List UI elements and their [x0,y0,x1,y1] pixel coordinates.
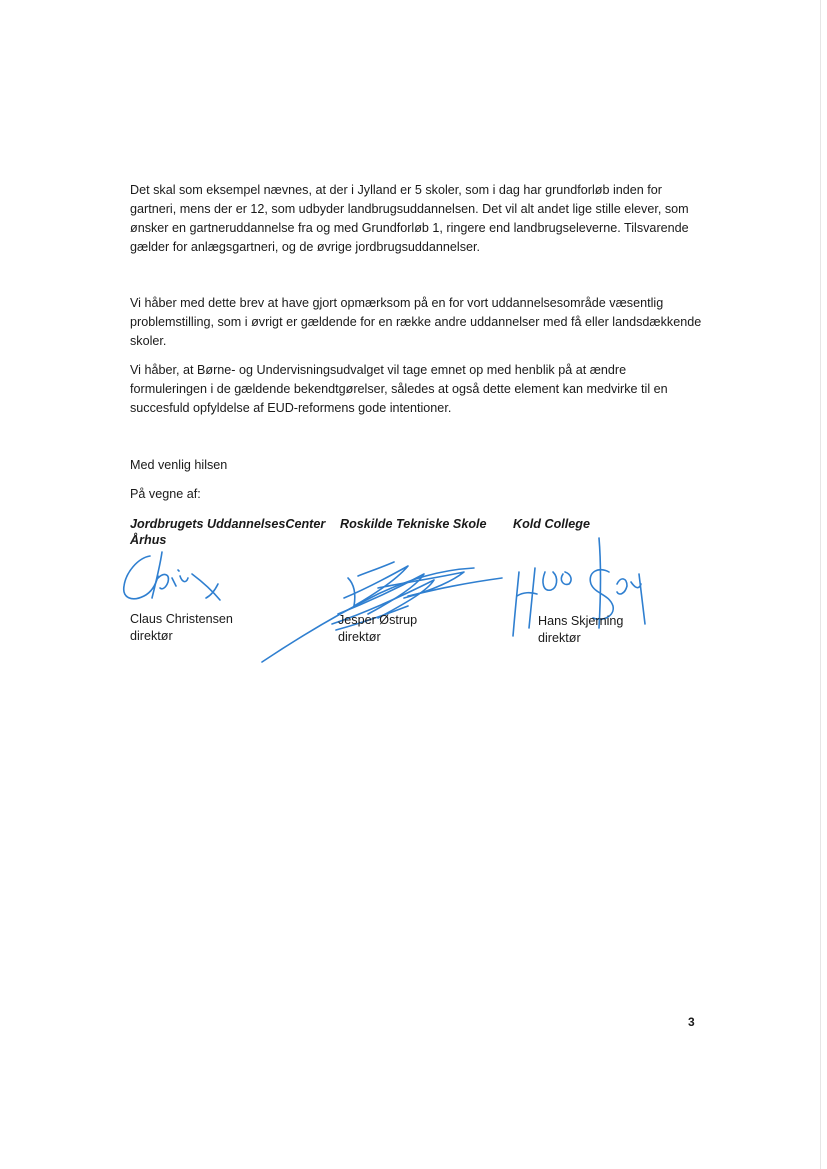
signer-3-name: Hans Skjerning [538,614,624,628]
signer-1-title: direktør [130,629,173,643]
paragraph-1: Det skal som eksempel nævnes, at der i Jylland er 5 skoler, som i dag har grundforløb inden for gartneri, mens der er 12, som udbyder landbrugsuddannelsen. Det vil alt andet lige stille elever, som ønsker en gartneruddannelse fra og med Grundforløb 1, ringere end landbrugseleverne. Tilsvarende gælder for anlægsgartneri, og de øvrige jordbrugsuddannelser. [130,183,689,254]
page-number: 3 [688,1015,695,1029]
organization-2: Roskilde Tekniske Skole [340,517,487,531]
signer-1-name: Claus Christensen [130,612,233,626]
signer-2-name: Jesper Østrup [338,613,418,627]
signer-2-block [338,612,417,646]
closing-greeting: Med venlig hilsen [130,458,228,472]
signature-1-scribble [118,548,238,620]
scan-edge-line [820,0,821,1169]
organization-1: Jordbrugets UddannelsesCenter Århus [130,517,326,547]
organization-3: Kold College [513,517,590,531]
signer-1-block [130,611,233,645]
signer-3-title: direktør [538,631,581,645]
signer-3-block [538,613,623,647]
paragraph-3: Vi håber, at Børne- og Undervisningsudvalget vil tage emnet op med henblik på at ændre formuleringen i de gældende bekendtgørelser, således at også dette element kan medvirke til en succesfuld opfyldelse af EUD-reformens gode intentioner. [130,363,668,415]
on-behalf-label: På vegne af: [130,487,201,501]
signer-2-title: direktør [338,630,381,644]
paragraph-2: Vi håber med dette brev at have gjort opmærksom på en for vort uddannelsesområde væsentlig problemstilling, som i øvrigt er gældende for en række andre uddannelser med få eller landsdækkende skoler. [130,296,702,348]
